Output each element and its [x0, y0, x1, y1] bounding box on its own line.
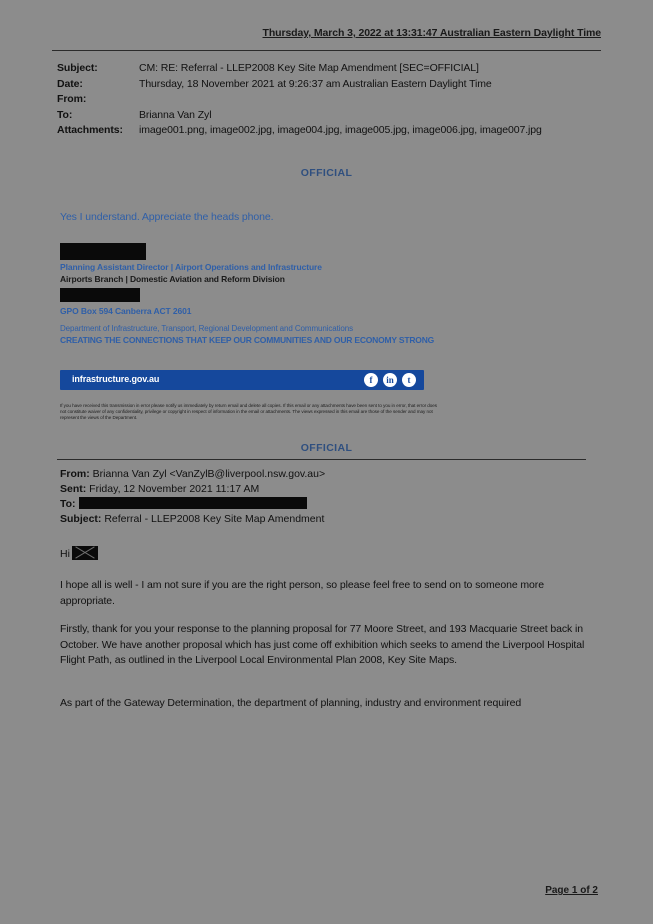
email-greeting: Yes I understand. Appreciate the heads phone. [60, 211, 274, 223]
field-date-label: Date: [57, 77, 83, 90]
redaction-sender-phone [60, 288, 140, 302]
field-to [57, 109, 597, 122]
website-url[interactable]: infrastructure.gov.au [72, 374, 160, 384]
signature-branch: Airports Branch | Domestic Aviation and Reform Division [60, 274, 285, 284]
field-subject-label: Subject: [57, 62, 98, 74]
social-icons-group[interactable] [364, 373, 416, 387]
field-from [57, 93, 597, 106]
signature-website-banner[interactable] [60, 370, 424, 390]
quoted-from-label: From: [60, 468, 90, 480]
field-date [57, 78, 597, 91]
signature-block [60, 243, 480, 346]
print-timestamp-header: Thursday, March 3, 2022 at 13:31:47 Australian Eastern Daylight Time [262, 27, 601, 39]
page-number-footer: Page 1 of 2 [545, 885, 598, 896]
field-attachments-value: image001.png, image002.jpg, image004.jpg, image005.jpg, image006.jpg, image007.jpg [139, 124, 542, 136]
field-attachments [57, 124, 597, 137]
email-disclaimer: If you have received this transmission in error please notify us immediately by return email and delete all copies. If this email or any attachments have been sent to you in error, that error does not constitute waiver of any confidentiality, privilege or copyright in respect of information in the email or attachments. The views expressed in this email are those of the sender and may not represent the views of the Department. [60, 403, 438, 420]
twitter-icon[interactable]: t [402, 373, 416, 387]
redaction-recipient-email [79, 497, 307, 509]
quoted-sent-value: Friday, 12 November 2021 11:17 AM [89, 482, 260, 495]
header-divider [52, 50, 601, 51]
quoted-sent-row [60, 483, 590, 497]
redaction-sender-name [60, 243, 146, 260]
linkedin-icon[interactable]: in [383, 373, 397, 387]
signature-department: Department of Infrastructure, Transport, Regional Development and Communications [60, 324, 354, 333]
quoted-subject-row [60, 513, 590, 527]
quoted-to-row [60, 497, 590, 512]
quoted-from-row [60, 468, 590, 482]
signature-address: GPO Box 594 Canberra ACT 2601 [60, 306, 192, 316]
field-to-value: Brianna Van Zyl [139, 108, 212, 121]
body-paragraph-1: I hope all is well - I am not sure if you are the right person, so please feel free to send on to someone more appropriate. [60, 579, 544, 607]
greeting-text: Hi [60, 548, 70, 560]
email-header-fields [57, 62, 597, 140]
quoted-from-value: Brianna Van Zyl <VanZylB@liverpool.nsw.gov.au> [92, 468, 326, 480]
field-to-label: To: [57, 108, 73, 121]
quoted-to-label: To: [60, 498, 76, 510]
quoted-message-header [60, 468, 590, 527]
field-attachments-label: Attachments: [57, 124, 123, 136]
field-subject [57, 62, 597, 75]
classification-marking-top: OFFICIAL [300, 167, 353, 179]
field-subject-value: CM: RE: Referral - LLEP2008 Key Site Map Amendment [SEC=OFFICIAL] [139, 62, 479, 74]
quoted-message-divider [57, 459, 586, 460]
quoted-sent-label: Sent: [60, 482, 87, 495]
signature-tagline: CREATING THE CONNECTIONS THAT KEEP OUR COMMUNITIES AND OUR ECONOMY STRONG [60, 335, 435, 345]
quoted-subject-label: Subject: [60, 512, 102, 525]
signature-role: Planning Assistant Director | Airport Operations and Infrastructure [60, 262, 322, 272]
quoted-body-greeting [60, 546, 98, 560]
field-from-label: From: [57, 93, 87, 105]
quoted-subject-value: Referral - LLEP2008 Key Site Map Amendment [104, 512, 325, 525]
classification-marking-mid: OFFICIAL [300, 442, 353, 454]
redaction-greeting-name [72, 546, 98, 560]
body-paragraph-3: As part of the Gateway Determination, the department of planning, industry and environment required [60, 697, 522, 709]
facebook-icon[interactable]: f [364, 373, 378, 387]
body-paragraph-2: Firstly, thank for you your response to the planning proposal for 77 Moore Street, and 193 Macquarie Street back in October. We have another proposal which has just come off exhibition which seeks to amend the Liverpool Hospital Flight Path, as outlined in the Liverpool Local Environmental Plan 2008, Key Site Maps. [60, 623, 585, 666]
field-date-value: Thursday, 18 November 2021 at 9:26:37 am Australian Eastern Daylight Time [139, 77, 492, 90]
